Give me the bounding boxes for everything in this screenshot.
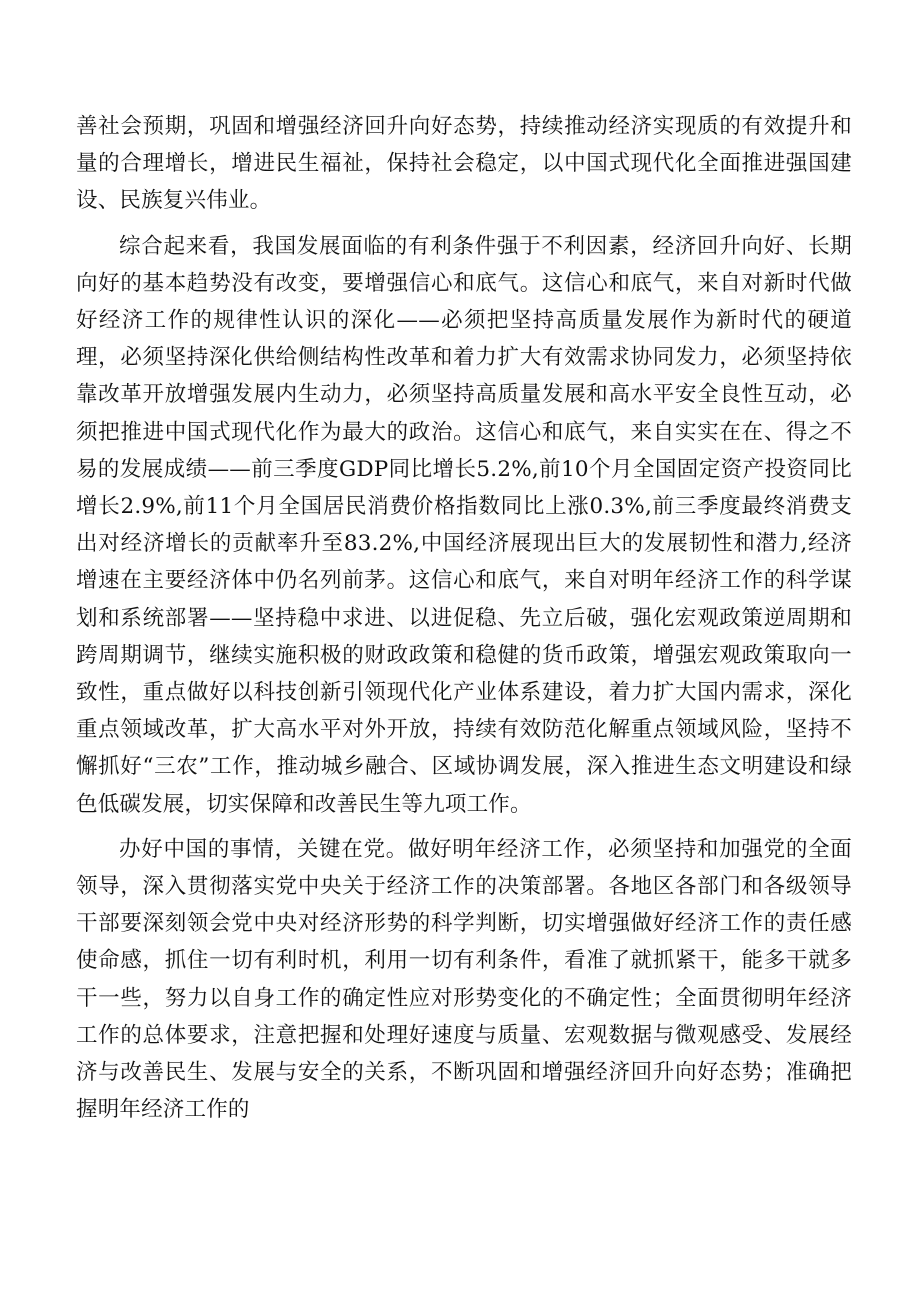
document-body: [76, 108, 852, 1128]
paragraph-1: 善社会预期，巩固和增强经济回升向好态势，持续推动经济实现质的有效提升和量的合理增长，增进民生福祉，保持社会稳定，以中国式现代化全面推进强国建设、民族复兴伟业。: [76, 114, 852, 214]
paragraph-2: 综合起来看，我国发展面临的有利条件强于不利因素，经济回升向好、长期向好的基本趋势没有改变，要增强信心和底气。这信心和底气，来自对新时代做好经济工作的规律性认识的深化——必须把坚持高质量发展作为新时代的硬道理，必须坚持深化供给侧结构性改革和着力扩大有效需求协同发力，必须坚持依靠改革开放增强发展内生动力，必须坚持高质量发展和高水平安全良性互动，必须把推进中国式现代化作为最大的政治。这信心和底气，来自实实在在、得之不易的发展成绩——前三季度GDP同比增长5.2%,前10个月全国固定资产投资同比增长2.9%,前11个月全国居民消费价格指数同比上涨0.3%,前三季度最终消费支出对经济增长的贡献率升至83.2%,中国经济展现出巨大的发展韧性和潜力,经济增速在主要经济体中仍名列前茅。这信心和底气，来自对明年经济工作的科学谋划和系统部署——坚持稳中求进、以进促稳、先立后破，强化宏观政策逆周期和跨周期调节，继续实施积极的财政政策和稳健的货币政策，增强宏观政策取向一致性，重点做好以科技创新引领现代化产业体系建设，着力扩大国内需求，深化重点领域改革，扩大高水平对外开放，持续有效防范化解重点领域风险，坚持不懈抓好“三农”工作，推动城乡融合、区域协调发展，深入推进生态文明建设和绿色低碳发展，切实保障和改善民生等九项工作。: [76, 233, 852, 817]
paragraph-3: 办好中国的事情，关键在党。做好明年经济工作，必须坚持和加强党的全面领导，深入贯彻落实党中央关于经济工作的决策部署。各地区各部门和各级领导干部要深刻领会党中央对经济形势的科学判断，切实增强做好经济工作的责任感使命感，抓住一切有利时机，利用一切有利条件，看准了就抓紧干，能多干就多干一些，努力以自身工作的确定性应对形势变化的不确定性；全面贯彻明年经济工作的总体要求，注意把握和处理好速度与质量、宏观数据与微观感受、发展经济与改善民生、发展与安全的关系，不断巩固和增强经济回升向好态势；准确把握明年经济工作的: [76, 836, 852, 1123]
